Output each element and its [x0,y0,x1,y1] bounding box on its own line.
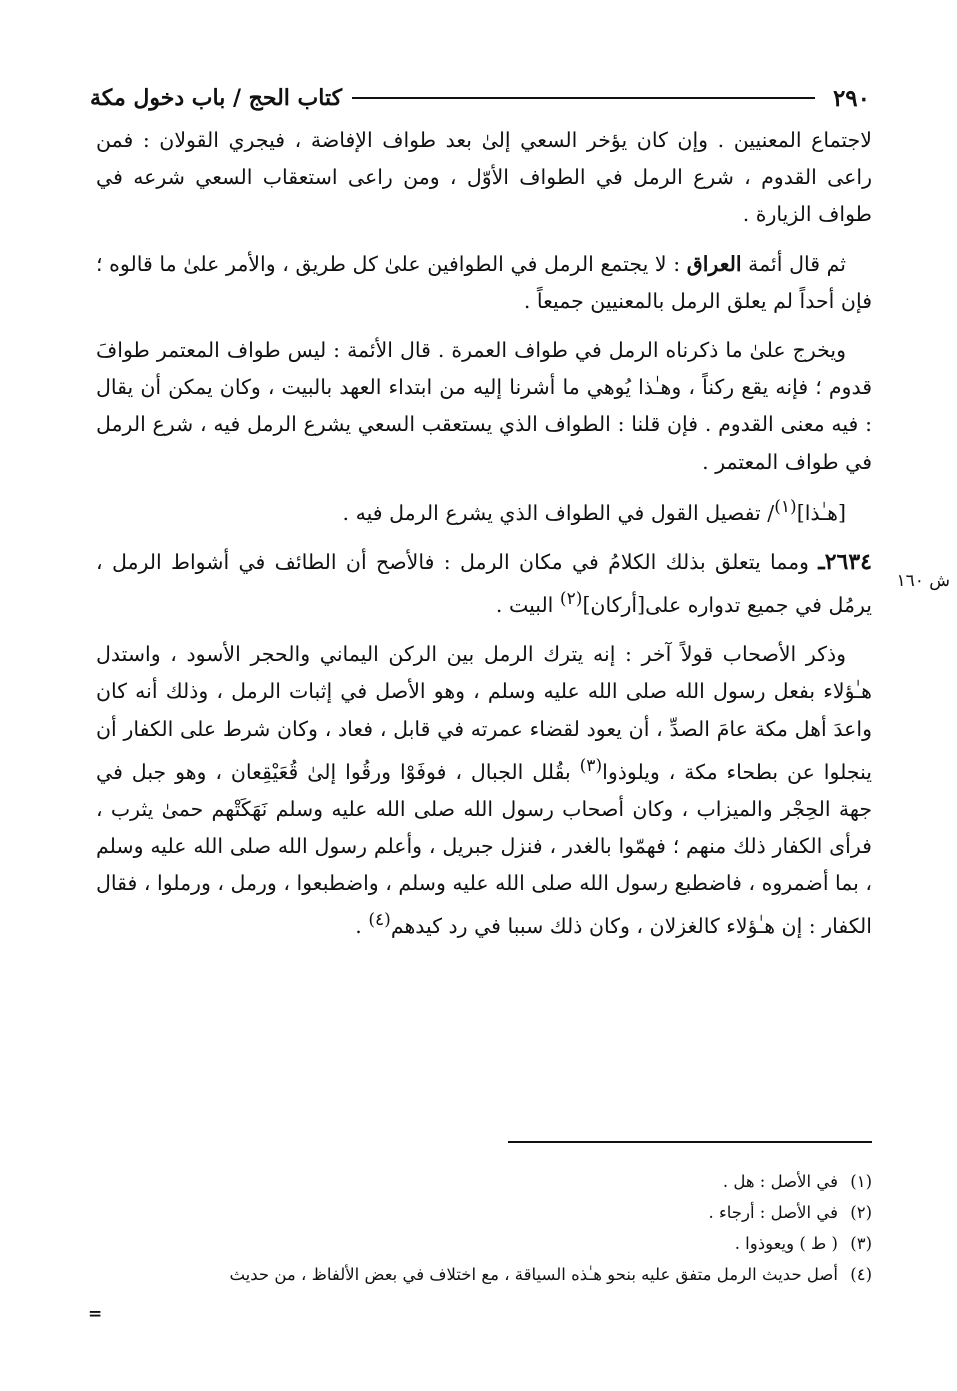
footnote-separator [508,1141,872,1143]
footnote-number: (١) [850,1172,872,1191]
margin-folio-note: ش ١٦٠ [896,571,950,591]
page-number: ٢٩٠ [832,84,870,112]
footnote-1 [96,1166,872,1197]
footnote-ref-2: (٢) [559,589,583,610]
paragraph-6-text-middle: بقُلل الجبال ، فوفَوْا ورقُوا إلىٰ قُعَيْقِعان ، وهو جبل في جهة الحِجْر والميزاب ، وكان أصحاب رسول الله صلى الله عليه وسلم نَهَكَتْهم حمىٰ يثرب ، فرأى الكفار ذلك منهم ؛ فهمّوا بالغدر ، فنزل جبريل ، وأعلم رسول الله صلى الله عليه وسلم ، بما أضمروه ، فاضطبع رسول الله صلى الله عليه وسلم ، واضطبعوا ، ورمل ، ورملوا ، فقال الكفار : إن هـٰؤلاء كالغزلان ، وكان ذلك سببا في رد كيدهم [96,759,872,939]
footnote-ref-1: (١) [774,496,797,517]
footnote-number: (٤) [850,1265,872,1284]
footnote-ref-3: (٣) [579,755,603,776]
main-text [96,122,872,957]
footnote-ref-4: (٤) [368,910,391,931]
paragraph-4 [96,489,872,532]
section-number: ٢٦٣٤ـ [818,548,872,575]
footnote-2 [96,1197,872,1228]
running-title: كتاب الحج / باب دخول مكة [90,85,343,111]
paragraph-2 [96,246,872,320]
footnote-text: في الأصل : هل . [722,1172,838,1191]
paragraph-5-text: ومما يتعلق بذلك الكلامُ في مكان الرمل : فالأصح أن الطائف في أشواط الرمل ، يرمُل في جميع تدواره على[أركان] [96,549,872,617]
paragraph-6 [96,636,872,945]
footnote-text: أصل حديث الرمل متفق عليه بنحو هـٰذه السياقة ، مع اختلاف في بعض الألفاظ ، من حديث [229,1265,838,1284]
footnote-text: في الأصل : أرجاء . [708,1203,838,1222]
paragraph-6-text-end: . [355,914,369,939]
paragraph-2-text: ثم قال أئمة [741,251,846,276]
paragraph-3: ويخرج علىٰ ما ذكرناه الرمل في طواف العمرة . قال الأئمة : ليس طواف المعتمر طوافَ قدوم ؛ فإنه يقع ركناً ، وهـٰذا يُوهي ما أشرنا إليه من ابتداء العهد بالبيت ، وكان يمكن أن يقال : فيه معنى القدوم . فإن قلنا : الطواف الذي يستعقب السعي يشرع الرمل فيه ، شرع الرمل في طواف المعتمر . [96,338,872,474]
paragraph-5-text-rest: البيت . [495,592,560,617]
footnote-number: (٣) [850,1234,872,1253]
paragraph-4-bracket-text: [هـٰذا] [796,500,846,525]
paragraph-4-text-rest: / تفصيل القول في الطواف الذي يشرع الرمل فيه . [342,500,775,525]
paragraph-5 [96,544,872,624]
footnote-number: (٢) [850,1203,872,1222]
page-header [90,80,870,116]
paragraph-2-bold-term: العراق [686,251,742,276]
paragraph-1: لاجتماع المعنيين . وإن كان يؤخر السعي إلىٰ بعد طواف الإفاضة ، فيجري القولان : فمن راعى القدوم ، شرع الرمل في الطواف الأوّل ، ومن راعى استعقاب السعي شرعه في طواف الزيارة . [96,128,872,227]
continuation-mark: = [88,1304,103,1324]
paragraph-6-text: وذكر الأصحاب قولاً آخر : إنه يترك الرمل بين الركن اليماني والحجر الأسود ، واستدل هـٰؤلاء بفعل رسول الله صلى الله عليه وسلم ، وهو الأصل في إثبات الرمل ، وذلك أنه كان واعدَ أهل مكة عامَ الصدِّ ، أن يعود لقضاء عمرته في قابل ، فعاد ، وكان شرط على الكفار أن ينجلوا عن بطحاء مكة ، ويلوذوا [96,642,872,784]
paragraph-2-text-rest: : لا يجتمع الرمل في الطوافين علىٰ كل طريق ، والأمر علىٰ ما قالوه ؛ فإن أحداً لم يعلق الرمل بالمعنيين جميعاً . [96,251,872,313]
footnote-text: ( ط ) ويعوذوا . [734,1234,838,1253]
footnote-4 [96,1259,872,1290]
header-rule [352,97,815,99]
footnotes [96,1166,872,1290]
footnote-3 [96,1228,872,1259]
